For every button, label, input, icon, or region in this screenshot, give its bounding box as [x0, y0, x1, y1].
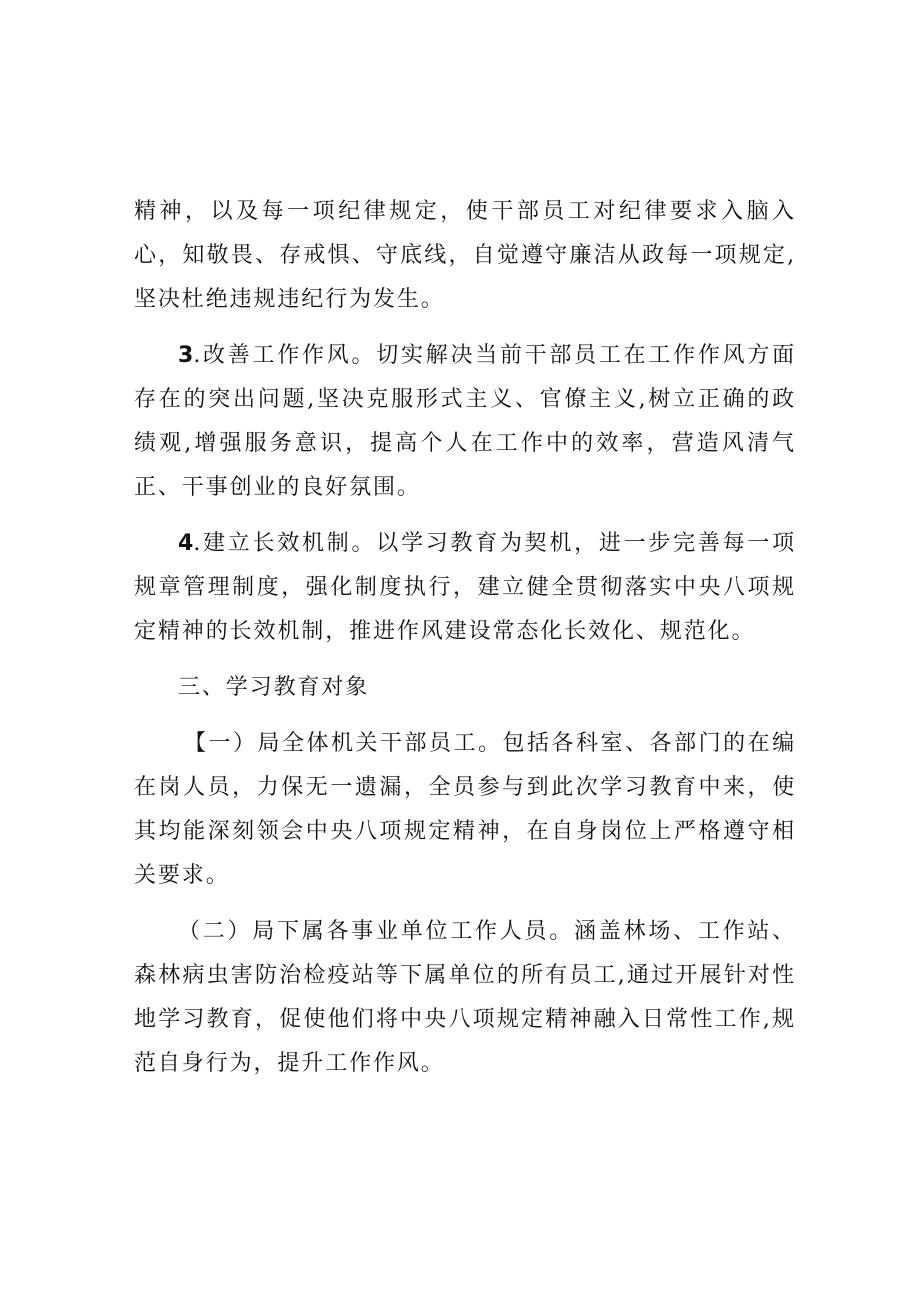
item-number-3: 3 — [178, 343, 194, 368]
section-heading-study-targets: 三、学习教育对象 — [178, 675, 370, 700]
paragraph-discipline-continuation: 精神，以及每一项纪律规定，使干部员工对纪律要求入脑入心，知敬畏、存戒惧、守底线，自觉遵守廉洁从政每一项规定,坚决杜绝违规违纪行为发生。 — [134, 199, 796, 312]
item-number-4: 4 — [178, 531, 194, 556]
paragraph-long-term-mechanism-text: .建立长效机制。以学习教育为契机，进一步完善每一项规章管理制度，强化制度执行，建立健全贯彻落实中央八项规定精神的长效机制，推进作风建设常态化长效化、规范化。 — [134, 531, 796, 644]
paragraph-improve-work-style — [134, 334, 796, 510]
paragraph-long-term-mechanism — [134, 522, 796, 654]
paragraph-subordinate-units: （二）局下属各事业单位工作人员。涵盖林场、工作站、森林病虫害防治检疫站等下属单位的所有员工,通过开展针对性地学习教育，促使他们将中央八项规定精神融入日常性工作,规范自身行为，提升工作作风。 — [134, 919, 796, 1076]
document-body — [134, 190, 796, 1086]
paragraph-bureau-staff: 【一）局全体机关干部员工。包括各科室、各部门的在编在岗人员，力保无一遗漏，全员参与到此次学习教育中来，使其均能深刻领会中央八项规定精神，在自身岗位上严格遵守相关要求。 — [134, 731, 796, 888]
paragraph-improve-work-style-text: .改善工作作风。切实解决当前干部员工在工作作风方面存在的突出问题,坚决克服形式主义、官僚主义,树立正确的政绩观,增强服务意识，提高个人在工作中的效率，营造风清气正、干事创业的良好氛围。 — [134, 343, 796, 500]
